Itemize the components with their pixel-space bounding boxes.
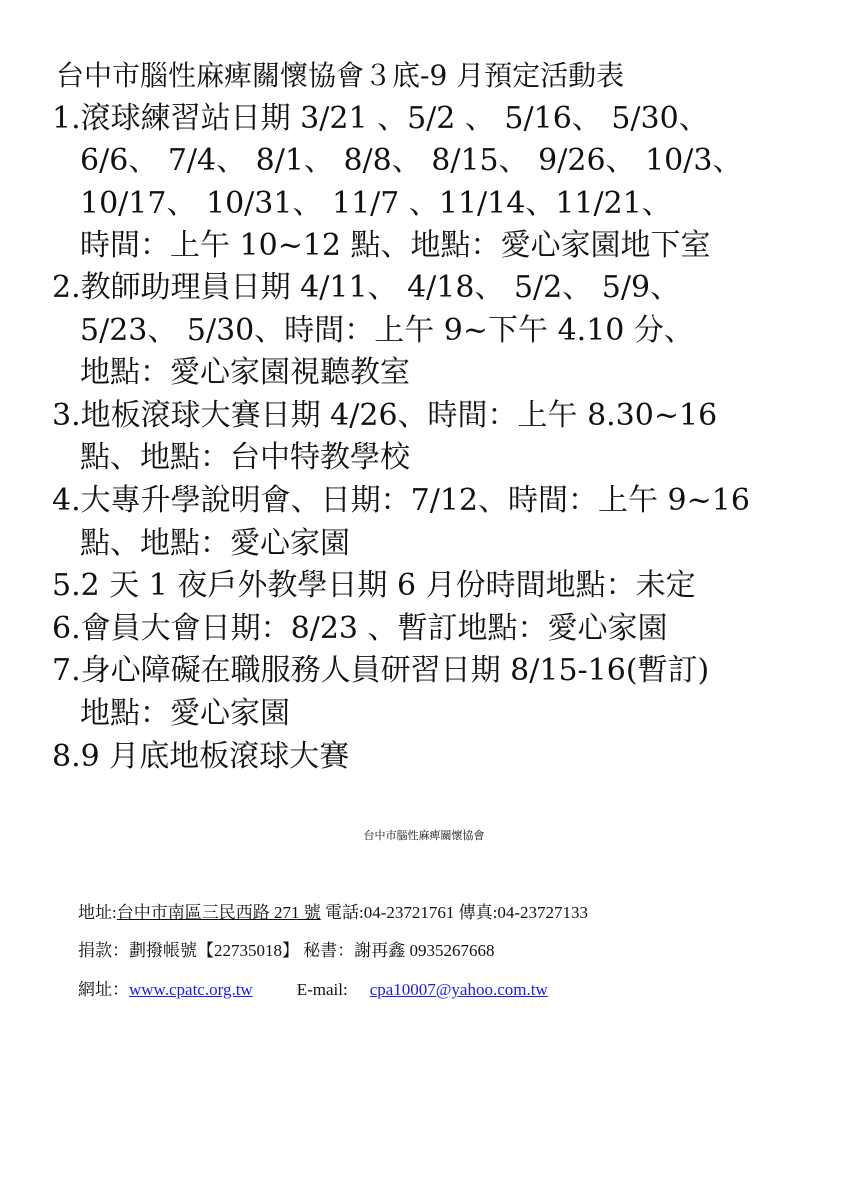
email-link[interactable]: cpa10007@yahoo.com.tw (369, 980, 548, 999)
organization-name: 台中市腦性麻痺關懷協會 (363, 829, 485, 842)
address-value: 台中市南區三民西路 271 號 (116, 903, 321, 922)
donation-line: 捐款：劃撥帳號【22735018】 秘書：謝再鑫 0935267668 (78, 941, 495, 960)
list-item: 5.2 天 1 夜戶外教學日期 6 月份時間地點：未定 (52, 568, 696, 603)
list-item: 4.大專升學說明會、日期：7/12、時間：上午 9~16 (52, 483, 750, 518)
web-line (78, 981, 548, 998)
address-label: 地址: (78, 903, 117, 922)
list-item: 點、地點：台中特教學校 (80, 440, 410, 475)
phone-fax: 電話:04-23721761 傳真:04-23727133 (320, 903, 589, 922)
list-item: 2.教師助理員日期 4/11、 4/18、 5/2、 5/9、 (52, 270, 681, 305)
list-item: 1.滾球練習站日期 3/21 、5/2 、 5/16、 5/30、 (52, 101, 709, 136)
list-item: 10/17、 10/31、 11/7 、11/14、11/21、 (80, 186, 672, 221)
website-link[interactable]: www.cpatc.org.tw (129, 980, 253, 999)
list-item: 點、地點：愛心家園 (80, 526, 350, 561)
list-item: 6/6、 7/4、 8/1、 8/8、 8/15、 9/26、 10/3、 (80, 143, 743, 178)
list-item: 3.地板滾球大賽日期 4/26、時間：上午 8.30~16 (52, 398, 718, 433)
web-label: 網址： (78, 980, 129, 999)
list-item: 地點：愛心家園視聽教室 (80, 355, 410, 390)
list-item: 地點：愛心家園 (80, 696, 290, 731)
list-item: 7.身心障礙在職服務人員研習日期 8/15-16(暫訂) (52, 653, 710, 688)
list-item: 5/23、 5/30、時間：上午 9~下午 4.10 分、 (80, 313, 694, 348)
address-line (78, 904, 588, 921)
list-item: 8.9 月底地板滾球大賽 (52, 739, 350, 774)
page-title: 台中市腦性麻痺關懷協會３底-9 月預定活動表 (56, 59, 625, 92)
list-item: 時間：上午 10~12 點、地點：愛心家園地下室 (80, 228, 711, 263)
list-item: 6.會員大會日期：8/23 、暫訂地點：愛心家園 (52, 611, 668, 646)
email-label: E-mail: (296, 980, 348, 999)
